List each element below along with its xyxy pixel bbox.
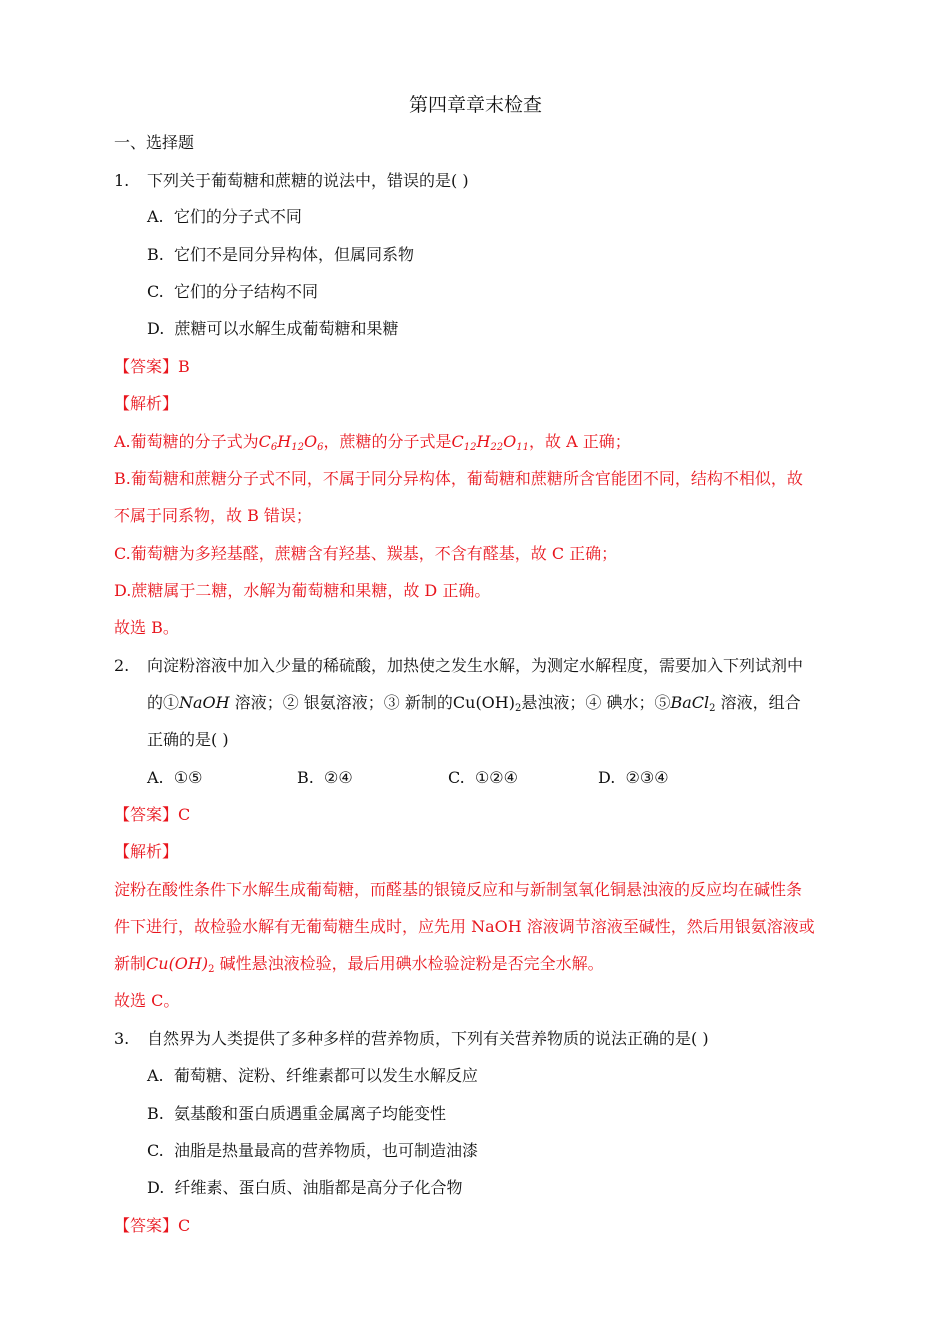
q2-answer: 【答案】C: [114, 805, 191, 824]
q3-option-c: C. 油脂是热量最高的营养物质，也可制造油漆: [147, 1141, 478, 1160]
q3-answer: 【答案】C: [114, 1216, 191, 1235]
question-2-stem-line3: 正确的是( ): [147, 730, 229, 749]
question-3-number: 3.: [114, 1029, 130, 1048]
q2-option-b: B. ②④: [297, 768, 353, 787]
q2-option-c: C. ①②④: [448, 768, 518, 787]
section-heading: 一、选择题: [114, 133, 195, 152]
question-2-stem-line1: 向淀粉溶液中加入少量的稀硫酸，加热使之发生水解，为测定水解程度，需要加入下列试剂中: [147, 656, 804, 675]
q1-analysis-b-line1: B.葡萄糖和蔗糖分子式不同，不属于同分异构体，葡萄糖和蔗糖所含官能团不同，结构不相似，故: [114, 469, 803, 488]
q2-analysis-label: 【解析】: [114, 842, 179, 861]
q2-analysis-line2: 件下进行，故检验水解有无葡萄糖生成时，应先用 NaOH 溶液调节溶液至碱性，然后用银氨溶液或: [114, 917, 815, 936]
q2-conclusion: 故选 C。: [114, 991, 180, 1010]
question-2-number: 2.: [114, 656, 130, 675]
q3-option-a: A. 葡萄糖、淀粉、纤维素都可以发生水解反应: [147, 1066, 478, 1085]
q1-analysis-b-line2: 不属于同系物，故 B 错误；: [114, 506, 312, 525]
question-1-number: 1.: [114, 171, 130, 190]
q1-option-a: A. 它们的分子式不同: [147, 207, 302, 226]
q3-option-b: B. 氨基酸和蛋白质遇重金属离子均能变性: [147, 1104, 447, 1123]
q1-option-d: D. 蔗糖可以水解生成葡萄糖和果糖: [147, 319, 399, 338]
q1-option-c: C. 它们的分子结构不同: [147, 282, 318, 301]
q2-option-a: A. ①⑤: [147, 768, 203, 787]
question-2-stem-line2: 的①NaOH 溶液；② 银氨溶液；③ 新制的$Cu(OH)_2$悬浊液；④ 碘水；⑤BaCl$_2$ 溶液，组合: [147, 693, 801, 714]
q1-analysis-a: A.葡萄糖的分子式为$C_6H_{12}O_6$，蔗糖的分子式是$C_{12}H_{22}O_{11}$，故 A 正确；: [114, 432, 631, 453]
q1-conclusion: 故选 B。: [114, 618, 179, 637]
question-3-stem: 自然界为人类提供了多种多样的营养物质，下列有关营养物质的说法正确的是( ): [147, 1029, 709, 1048]
q2-analysis-line3: 新制$Cu(OH)_2$ 碱性悬浊液检验，最后用碘水检验淀粉是否完全水解。: [114, 954, 604, 975]
q2-analysis-line1: 淀粉在酸性条件下水解生成葡萄糖，而醛基的银镜反应和与新制氢氧化铜悬浊液的反应均在碱性条: [114, 880, 803, 899]
q1-analysis-c: C.葡萄糖为多羟基醛，蔗糖含有羟基、羰基，不含有醛基，故 C 正确；: [114, 544, 618, 563]
q2-option-d: D. ②③④: [598, 768, 669, 787]
q1-option-b: B. 它们不是同分异构体，但属同系物: [147, 245, 415, 264]
q3-option-d: D. 纤维素、蛋白质、油脂都是高分子化合物: [147, 1178, 463, 1197]
q1-analysis-label: 【解析】: [114, 394, 179, 413]
q1-analysis-d: D.蔗糖属于二糖，水解为葡萄糖和果糖，故 D 正确。: [114, 581, 491, 600]
page-title: 第四章章末检查: [409, 94, 543, 116]
q1-answer: 【答案】B: [114, 357, 190, 376]
question-1-stem: 下列关于葡萄糖和蔗糖的说法中，错误的是( ): [147, 171, 469, 190]
